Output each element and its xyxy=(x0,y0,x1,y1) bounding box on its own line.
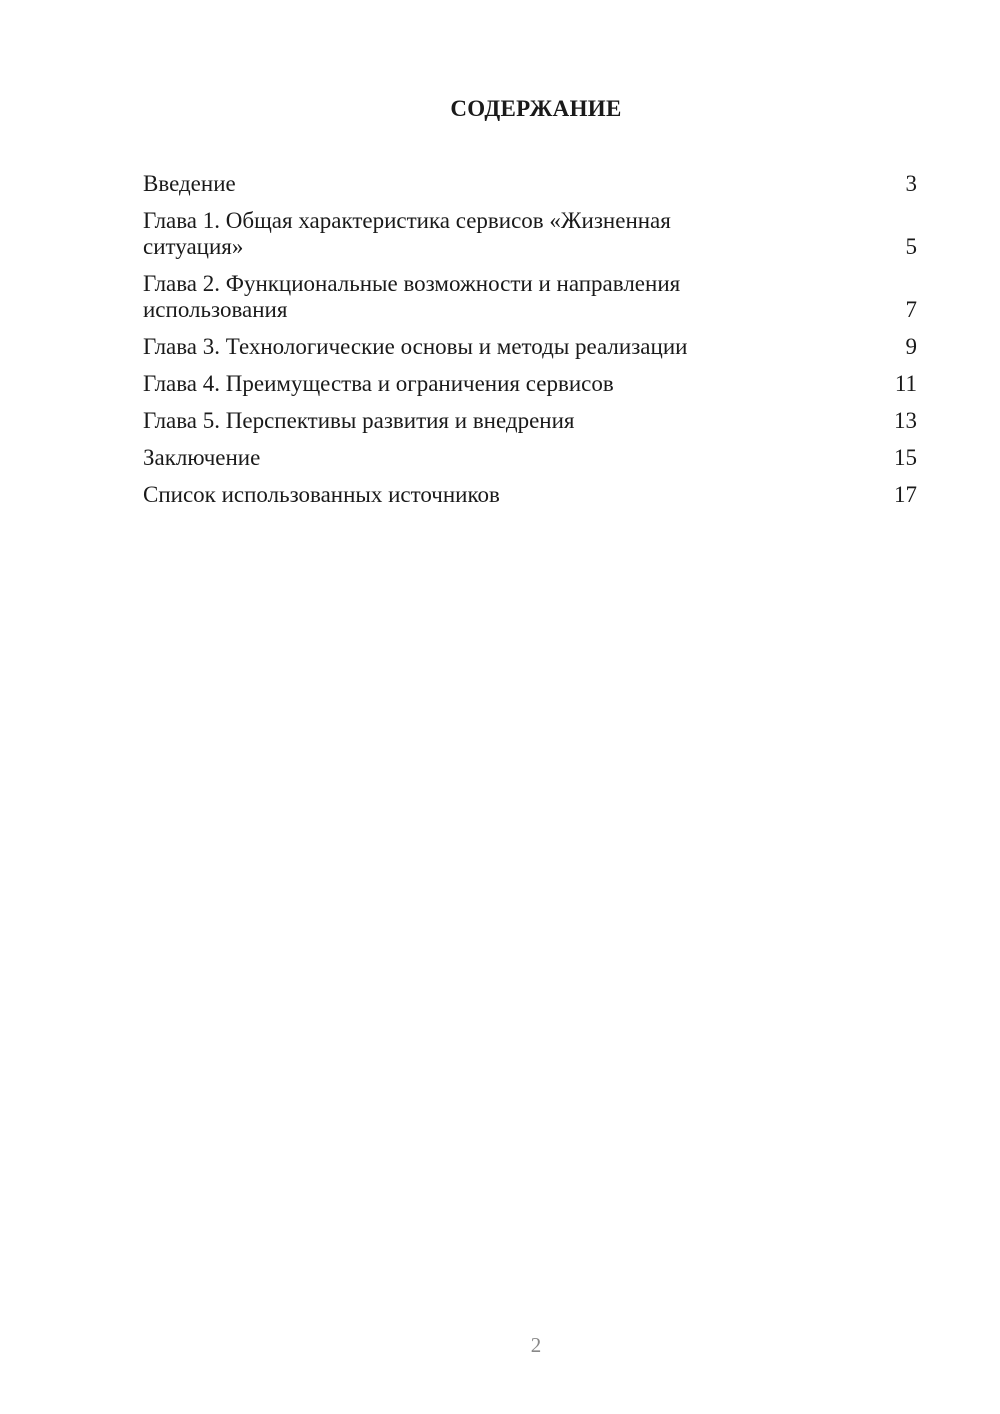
toc-item-label: Глава 2. Функциональные возможности и направления использования xyxy=(143,271,681,322)
toc-item-page: 9 xyxy=(905,334,917,359)
toc-item-chapter-5 xyxy=(143,408,919,434)
toc-item-introduction xyxy=(143,171,919,197)
toc-item-chapter-3 xyxy=(143,334,919,360)
toc-item-label: Список использованных источников xyxy=(143,482,500,507)
toc-item-label: Глава 1. Общая характеристика сервисов «Жизненная ситуация» xyxy=(143,208,671,259)
toc-item-label: Глава 3. Технологические основы и методы реализации xyxy=(143,334,688,359)
toc-item-chapter-4 xyxy=(143,371,919,397)
toc-item-conclusion xyxy=(143,445,919,471)
toc-item-page: 11 xyxy=(894,371,917,396)
toc-item-label: Введение xyxy=(143,171,236,196)
toc-item-page: 15 xyxy=(894,445,917,470)
toc-item-chapter-1 xyxy=(143,208,919,260)
toc-item-page: 5 xyxy=(905,234,917,259)
toc-item-page: 13 xyxy=(894,408,917,433)
toc-item-page: 17 xyxy=(894,482,917,507)
toc-item-page: 3 xyxy=(905,171,917,196)
toc-item-page: 7 xyxy=(905,297,917,322)
toc-item-label: Глава 5. Перспективы развития и внедрения xyxy=(143,408,575,433)
table-of-contents xyxy=(143,171,919,519)
toc-item-references xyxy=(143,482,919,508)
page-number: 2 xyxy=(530,1333,542,1357)
toc-item-label: Заключение xyxy=(143,445,261,470)
page-title: СОДЕРЖАНИЕ xyxy=(450,96,622,121)
toc-item-chapter-2 xyxy=(143,271,919,323)
toc-item-label: Глава 4. Преимущества и ограничения сервисов xyxy=(143,371,614,396)
